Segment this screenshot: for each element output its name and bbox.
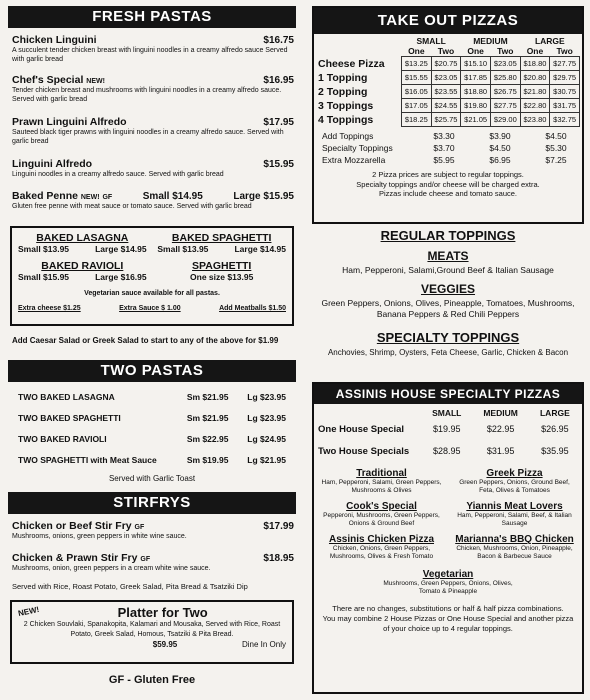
two-pasta-row: [8, 449, 296, 470]
item-price: $17.99: [263, 521, 294, 532]
veggies-title: VEGGIES: [420, 282, 476, 296]
pizza-desc: Chicken, Onions, Green Peppers, Mushrooms, Olives & Fresh Tomato: [329, 545, 434, 560]
large-price: Large $14.95: [95, 244, 147, 254]
note-line: Pizzas include cheese and tomato sauce.: [379, 189, 517, 198]
price-cell: $18.25: [402, 113, 432, 127]
row-name: TWO BAKED LASAGNA: [18, 391, 115, 402]
row-sm: Sm $21.95: [186, 391, 229, 402]
new-badge: NEW!: [86, 78, 105, 85]
add-meatballs: Add Meatballs $1.50: [219, 305, 286, 312]
price-cell: $32.75: [550, 113, 580, 127]
price-cell: $5.30: [545, 143, 567, 153]
table-row: [320, 130, 584, 142]
price-cell: $13.25: [402, 57, 432, 71]
price-cell: $25.75: [431, 113, 461, 127]
menu-item: [12, 520, 294, 552]
item-name: Baked Penne: [12, 190, 78, 202]
price-cell: $23.55: [431, 85, 461, 99]
price-cell: $17.85: [461, 71, 491, 85]
row-label: 2 Topping: [318, 85, 368, 98]
item-desc: Tender chicken breast and mushrooms with linguini noodles in a creamy alfredo sauce. Served with garlic bread: [12, 87, 282, 103]
large-price: Large $16.95: [95, 272, 147, 282]
platter-title: Platter for Two: [117, 605, 208, 620]
note-line: You may combine 2 House Pizzas or One House Special and another pizza of your choice up to 4 regular toppings.: [322, 614, 574, 633]
price-cell: $27.75: [490, 99, 520, 113]
baked-spaghetti-title: BAKED SPAGHETTI: [171, 232, 272, 244]
item-price: $15.95: [263, 159, 294, 170]
table-row: [316, 85, 580, 99]
price-cell: $15.55: [402, 71, 432, 85]
item-price: $18.95: [263, 553, 294, 564]
price-cell: $29.75: [550, 71, 580, 85]
row-label: Add Toppings: [322, 131, 374, 141]
new-badge: NEW!: [80, 194, 100, 201]
row-label: One House Special: [318, 423, 405, 435]
price-cell: $18.80: [520, 57, 550, 71]
dine-in-note: Dine In Only: [241, 640, 286, 649]
platter-desc: 2 Chicken Souvlaki, Spanakopita, Kalamari and Mousaka, Served with Rice, Roast Potato, Greek Salad, Homous, Tsatziki & Pita Bread.: [23, 621, 281, 638]
vegetarian-pizza: [314, 569, 582, 596]
table-row: [316, 99, 580, 113]
price-cell: $31.75: [550, 99, 580, 113]
price-cell: $6.95: [489, 155, 511, 165]
price-cell: $3.30: [433, 131, 455, 141]
takeout-header: TAKE OUT PIZZAS: [314, 8, 582, 34]
house-pizza: [451, 468, 578, 495]
price-cell: $30.75: [550, 85, 580, 99]
count-header: One: [408, 46, 425, 56]
large-price: Large $14.95: [234, 244, 286, 254]
row-label: Two House Specials: [318, 445, 410, 457]
size-header: LARGE: [539, 408, 570, 418]
gf-legend: GF - Gluten Free: [108, 674, 196, 686]
house-price-table: [318, 408, 580, 462]
pizza-desc: Ham, Pepperoni, Salami, Beef, & Italian Sausage: [457, 512, 572, 527]
row-lg: Lg $21.95: [247, 454, 286, 465]
pizza-desc: Pepperoni, Mushrooms, Green Peppers, Onions & Ground Beef: [323, 512, 440, 527]
item-name: Chicken Linguini: [12, 34, 97, 46]
item-desc: Mushrooms, onions, green peppers in white wine sauce.: [12, 533, 187, 540]
count-header: One: [526, 46, 544, 56]
price-cell: $15.10: [461, 57, 491, 71]
item-name: Chicken & Prawn Stir Fry: [12, 552, 138, 564]
price-cell: $22.80: [520, 99, 550, 113]
two-pasta-row: [8, 386, 296, 407]
price-cell: $19.80: [461, 99, 491, 113]
price-cell: $20.75: [431, 57, 461, 71]
note-line: There are no changes, substitutions or half & half pizza combinations.: [332, 604, 564, 613]
specialty-toppings-title: SPECIALTY TOPPINGS: [376, 330, 520, 345]
item-name: Chef's Special: [12, 74, 84, 86]
price-cell: $22.95: [486, 424, 515, 434]
veggies-list: Green Peppers, Onions, Olives, Pineapple, Tomatoes, Mushrooms, Banana Peppers & Red Chili Peppers: [321, 298, 575, 319]
small-price: Small $14.95: [142, 191, 203, 202]
row-name: TWO SPAGHETTI with Meat Sauce: [18, 454, 157, 465]
table-row: [320, 142, 584, 154]
small-price: Small $13.95: [18, 244, 70, 254]
item-desc: A succulent tender chicken breast with linguini noodles in a creamy alfredo sauce Served with garlic bread: [12, 47, 288, 63]
row-label: 1 Topping: [318, 71, 368, 84]
house-header: ASSINIS HOUSE SPECIALTY PIZZAS: [314, 384, 582, 404]
one-size-price: One size $13.95: [190, 272, 254, 282]
menu-item: [12, 34, 294, 74]
platter-box: [10, 600, 294, 664]
price-cell: $29.00: [490, 113, 520, 127]
count-header: Two: [556, 46, 573, 56]
count-header: One: [467, 46, 484, 56]
two-pasta-row: [8, 428, 296, 449]
small-price: Small $15.95: [18, 272, 70, 282]
price-cell: $16.05: [402, 85, 432, 99]
fresh-pastas-header: FRESH PASTAS: [8, 6, 296, 28]
table-row: [318, 418, 580, 440]
house-pizza: [451, 501, 578, 528]
menu-item: [12, 552, 294, 582]
price-cell: $3.70: [433, 143, 455, 153]
pizza-desc: Ham, Pepperoni, Salami, Green Peppers, Mushrooms & Olives: [321, 479, 442, 494]
small-price: Small $13.95: [157, 244, 209, 254]
price-cell: $31.95: [486, 446, 515, 456]
item-price: $17.95: [263, 117, 294, 128]
new-badge: NEW!: [17, 604, 41, 619]
house-specialty-box: [312, 382, 584, 694]
price-cell: $24.55: [431, 99, 461, 113]
row-label: Specialty Toppings: [322, 143, 393, 153]
takeout-price-table: [316, 36, 580, 127]
price-cell: $23.05: [490, 57, 520, 71]
row-label: Extra Mozzarella: [322, 155, 386, 165]
price-cell: $23.05: [431, 71, 461, 85]
item-name: Linguini Alfredo: [12, 158, 93, 170]
price-cell: $4.50: [545, 131, 567, 141]
meats-list: Ham, Pepperoni, Salami,Ground Beef & Italian Sausage: [342, 265, 554, 275]
platter-price: $59.95: [152, 640, 178, 649]
pizza-name: Marianna's BBQ Chicken: [455, 534, 574, 545]
house-pizza: [318, 468, 445, 495]
regular-toppings-section: [312, 228, 584, 378]
baked-ravioli-title: BAKED RAVIOLI: [41, 260, 124, 272]
table-row: [316, 113, 580, 127]
table-row: [316, 57, 580, 71]
gf-badge: GF: [140, 556, 151, 563]
pizza-desc: Mushrooms, Green Peppers, Onions, Olives, Tomato & Pineapple: [383, 580, 513, 595]
house-pizza: [451, 534, 578, 561]
house-notes: [314, 604, 582, 634]
regular-toppings-title: REGULAR TOPPINGS: [380, 228, 516, 243]
item-desc: Gluten free penne with meat sauce or tomato sauce. Served with garlic bread: [12, 203, 252, 210]
pizza-name: Traditional: [356, 468, 407, 479]
stirfrys-list: [8, 514, 296, 596]
vegetarian-note: Vegetarian sauce available for all pastas.: [84, 290, 220, 297]
note-line: Specialty toppings and/or cheese will be charged extra.: [356, 179, 540, 189]
fresh-pastas-list: [8, 28, 296, 222]
pizza-name: Vegetarian: [422, 569, 474, 580]
price-cell: $21.05: [461, 113, 491, 127]
row-sm: Sm $22.95: [186, 433, 229, 444]
size-header: LARGE: [534, 36, 565, 46]
pizza-desc: Green Peppers, Onions, Ground Beef, Feta, Olives & Tomatoes: [459, 479, 570, 494]
count-header: Two: [497, 46, 514, 56]
price-cell: $17.05: [402, 99, 432, 113]
price-cell: $7.25: [545, 155, 567, 165]
garlic-toast-note: Served with Garlic Toast: [108, 474, 196, 483]
row-sm: Sm $19.95: [186, 454, 229, 465]
two-pastas-list: [8, 382, 296, 488]
pizza-name: Yiannis Meat Lovers: [466, 501, 563, 512]
stirfry-note: Served with Rice, Roast Potato, Greek Salad, Pita Bread & Tsatziki Dip: [12, 582, 248, 591]
row-name: TWO BAKED SPAGHETTI: [18, 412, 121, 423]
count-header: Two: [437, 46, 455, 56]
baked-lasagna-title: BAKED LASAGNA: [36, 232, 129, 244]
price-cell: $21.80: [520, 85, 550, 99]
item-price: $16.75: [263, 35, 294, 46]
price-cell: $3.90: [489, 131, 511, 141]
price-cell: $4.50: [489, 143, 511, 153]
item-desc: Sauteed black tiger prawns with linguini noodles in a creamy alfredo sauce. Served with garlic bread: [12, 129, 284, 145]
stirfrys-header: STIRFRYS: [8, 492, 296, 514]
price-cell: $26.75: [490, 85, 520, 99]
table-row: [318, 440, 580, 462]
size-header: SMALL: [432, 408, 462, 418]
price-cell: $26.95: [541, 424, 569, 434]
row-label: 3 Toppings: [318, 99, 374, 112]
menu-item: [12, 158, 294, 190]
large-price: Large $15.95: [233, 191, 294, 202]
price-cell: $27.75: [550, 57, 580, 71]
price-cell: $28.95: [432, 446, 461, 456]
takeout-notes: [314, 170, 582, 199]
item-desc: Linguini noodles in a creamy alfredo sauce. Served with garlic bread: [12, 171, 224, 178]
pizza-name: Cook's Special: [346, 501, 417, 512]
price-cell: $5.95: [433, 155, 455, 165]
size-header: SMALL: [416, 36, 446, 46]
price-cell: $20.80: [520, 71, 550, 85]
row-lg: Lg $23.95: [247, 391, 286, 402]
house-pizza: [318, 534, 445, 561]
row-label: 4 Toppings: [318, 113, 374, 126]
table-row: [320, 154, 584, 166]
row-sm: Sm $21.95: [186, 412, 229, 423]
left-column: [8, 6, 296, 686]
item-desc: Mushrooms, onion, green peppers in a cream white wine sauce.: [12, 565, 211, 572]
gf-badge: GF: [102, 194, 113, 201]
size-header: MEDIUM: [473, 36, 508, 46]
item-name: Chicken or Beef Stir Fry: [12, 520, 132, 532]
menu-item: [12, 116, 294, 158]
row-name: TWO BAKED RAVIOLI: [18, 433, 107, 444]
two-pasta-row: [8, 407, 296, 428]
price-cell: $35.95: [541, 446, 569, 456]
gf-badge: GF: [134, 524, 145, 531]
house-pizza: [318, 501, 445, 528]
caesar-note: Add Caesar Salad or Greek Salad to start to any of the above for $1.99: [12, 336, 279, 345]
spaghetti-title: SPAGHETTI: [192, 260, 252, 272]
menu-item: [12, 74, 294, 116]
extras-table: [320, 130, 584, 166]
price-cell: $18.80: [461, 85, 491, 99]
meats-title: MEATS: [427, 249, 469, 263]
pizza-name: Assinis Chicken Pizza: [328, 534, 435, 545]
house-pizza-grid: [314, 462, 582, 561]
size-header: MEDIUM: [483, 408, 518, 418]
two-pastas-header: TWO PASTAS: [8, 360, 296, 382]
note-line: 2 Pizza prices are subject to regular toppings.: [372, 170, 524, 179]
pizza-desc: Chicken, Mushrooms, Onion, Pineapple, Bacon & Barbecue Sauce: [456, 545, 573, 560]
row-label: Cheese Pizza: [318, 57, 385, 70]
specialty-toppings-list: Anchovies, Shrimp, Oysters, Feta Cheese, Garlic, Chicken & Bacon: [327, 348, 569, 357]
baked-box: [10, 226, 294, 326]
table-row: [316, 71, 580, 85]
price-cell: $19.95: [432, 424, 461, 434]
right-column: [312, 6, 584, 694]
menu-item-baked-penne: [12, 190, 294, 222]
item-price: $16.95: [263, 75, 294, 86]
price-cell: $25.80: [490, 71, 520, 85]
row-lg: Lg $23.95: [247, 412, 286, 423]
extra-sauce: Extra Sauce $ 1.00: [119, 305, 181, 312]
price-cell: $23.80: [520, 113, 550, 127]
item-name: Prawn Linguini Alfredo: [12, 116, 127, 128]
row-lg: Lg $24.95: [247, 433, 286, 444]
extra-cheese: Extra cheese $1.25: [18, 305, 81, 312]
takeout-box: [312, 6, 584, 224]
pizza-name: Greek Pizza: [486, 468, 543, 479]
